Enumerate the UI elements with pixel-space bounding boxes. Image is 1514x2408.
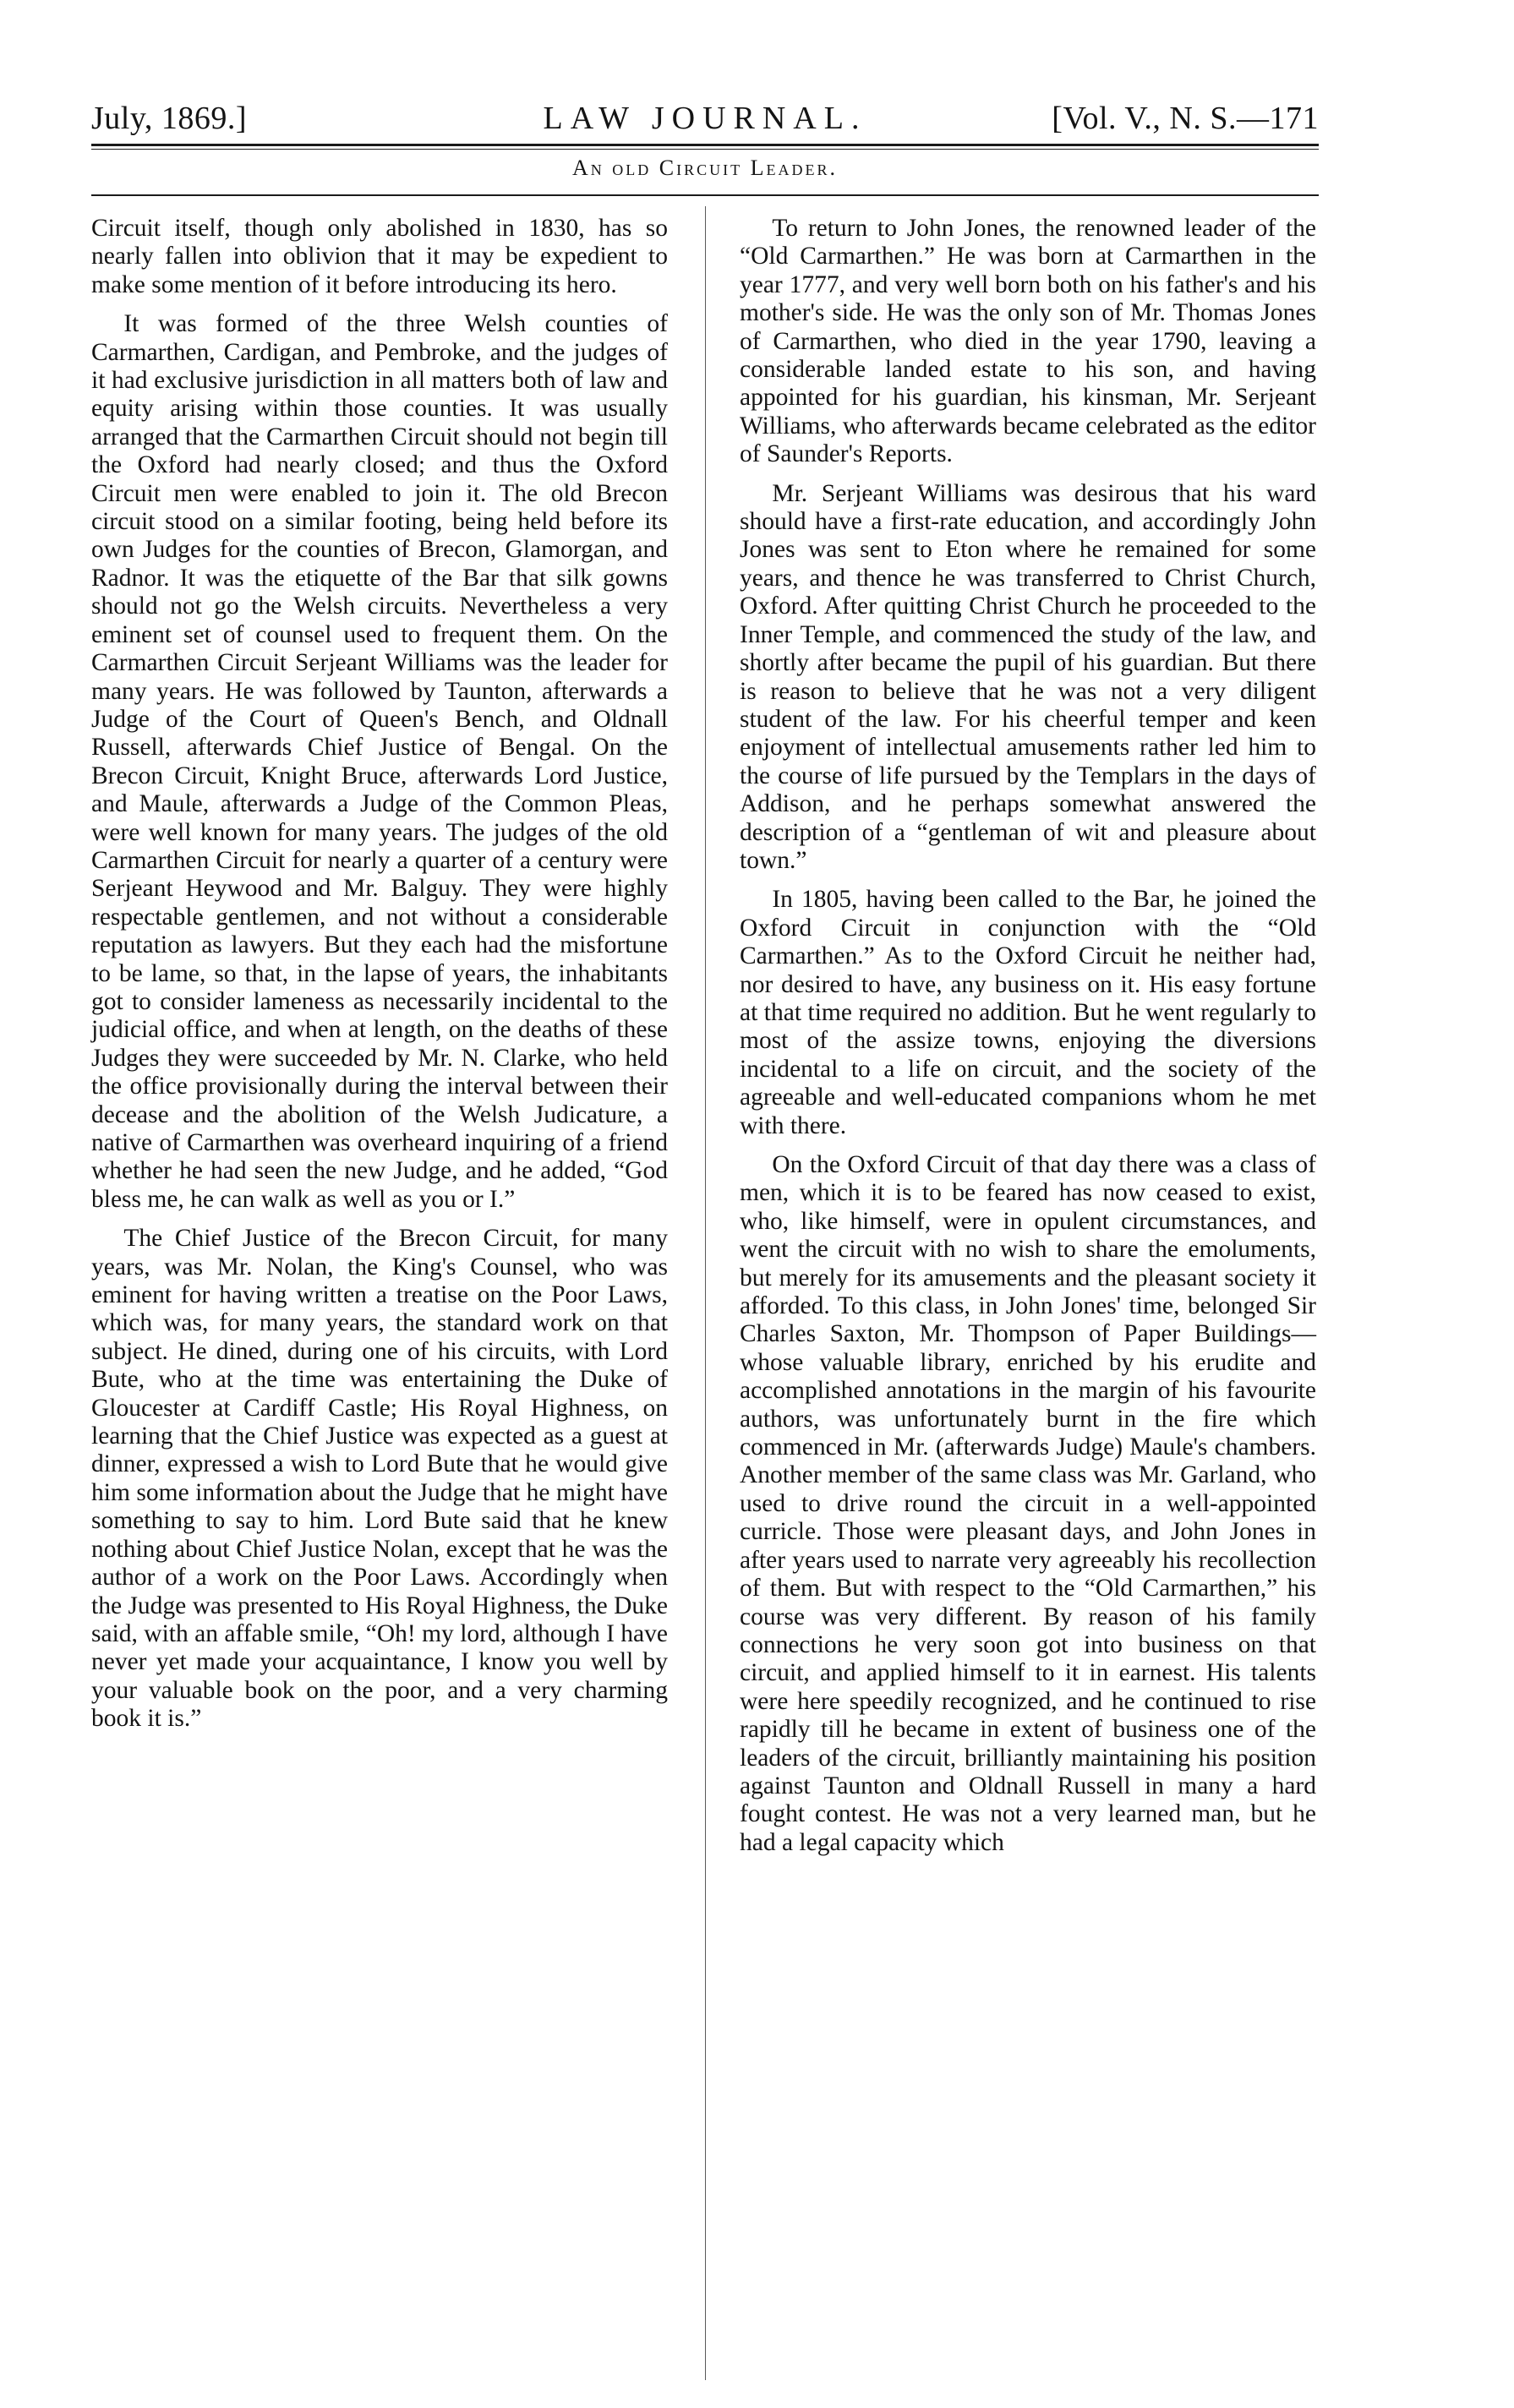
paragraph: Circuit itself, though only abolished in 1830, has so nearly fallen into oblivion that it may be expedient to make some mention of it before introducing its hero. xyxy=(91,215,668,298)
paragraph: On the Oxford Circuit of that day there was a class of men, which it is to be feared has now ceased to exist, who, like himself, were in opulent circumstances, and went the circuit with no wish to share the emoluments, but merely for its amusements and the pleasant society it afforded. To this class, in John Jones' time, belonged Sir Charles Saxton, Mr. Thompson of Paper Buildings—whose valuable library, enriched by his erudite and accomplished annotations in the margin of his favourite authors, was unfortunately burnt in the fire which commenced in Mr. (afterwards Judge) Maule's chambers. Another member of the same class was Mr. Garland, who used to drive round the circuit in a well-appointed curricle. Those were pleasant days, and John Jones in after years used to narrate very agreeably his recollection of them. But with respect to the “Old Carmarthen,” his course was very different. By reason of his family connections he very soon got into business on that circuit, and applied himself to it in earnest. His talents were here speedily recognized, and he continued to rise rapidly till he became in extent of business one of the leaders of the circuit, brilliantly maintaining his position against Taunton and Oldnall Russell in many a hard fought contest. He was not a very learned man, but he had a legal capacity which xyxy=(740,1151,1316,1856)
right-column xyxy=(740,215,1316,1868)
issue-date: July, 1869.] xyxy=(91,101,248,136)
header-rule-thin xyxy=(91,149,1319,150)
running-head: An old Circuit Leader. xyxy=(572,156,838,180)
paragraph: Mr. Serjeant Williams was desirous that his ward should have a first-rate education, and accordingly John Jones was sent to Eton where he remained for some years, and thence he was transferred to Christ Church, Oxford. After quitting Christ Church he proceeded to the Inner Temple, and commenced the study of the law, and shortly after became the pupil of his guardian. But there is reason to believe that he was not a very diligent student of the law. For his cheerful temper and keen enjoyment of intellectual amusements rather led him to the course of life pursued by the Templars in the days of Addison, and he perhaps somewhat answered the description of a “gentleman of wit and pleasure about town.” xyxy=(740,479,1316,874)
running-head-rule xyxy=(91,194,1319,196)
paragraph: To return to John Jones, the renowned leader of the “Old Carmarthen.” He was born at Carmarthen in the year 1777, and very well born both on his father's and his mother's side. He was the only son of Mr. Thomas Jones of Carmarthen, who died in the year 1790, leaving a considerable landed estate to his son, and having appointed for his guardian, his kinsman, Mr. Serjeant Williams, who afterwards became celebrated as the editor of Saunder's Reports. xyxy=(740,215,1316,468)
paragraph: In 1805, having been called to the Bar, he joined the Oxford Circuit in conjunction with the “Old Carmarthen.” As to the Oxford Circuit he neither had, nor desired to have, any business on it. His easy fortune at that time required no addition. But he went regularly to most of the assize towns, enjoying the diversions incidental to a life on circuit, and the society of the agreeable and well-educated companions whom he met with there. xyxy=(740,886,1316,1139)
journal-title: LAW JOURNAL. xyxy=(543,101,867,136)
paragraph: It was formed of the three Welsh counties of Carmarthen, Cardigan, and Pembroke, and the judges of it had exclusive jurisdiction in all matters both of law and equity arising within those counties. It was usually arranged that the Carmarthen Circuit should not begin till the Oxford had nearly closed; and thus the Oxford Circuit men were enabled to join it. The old Brecon circuit stood on a similar footing, being held before its own Judges for the counties of Brecon, Glamorgan, and Radnor. It was the etiquette of the Bar that silk gowns should not go the Welsh circuits. Nevertheless a very eminent set of counsel used to frequent them. On the Carmarthen Circuit Serjeant Williams was the leader for many years. He was followed by Taunton, afterwards a Judge of the Court of Queen's Bench, and Oldnall Russell, afterwards Chief Justice of Bengal. On the Brecon Circuit, Knight Bruce, afterwards Lord Justice, and Maule, afterwards a Judge of the Common Pleas, were well known for many years. The judges of the old Carmarthen Circuit for nearly a quarter of a century were Serjeant Heywood and Mr. Balguy. They were highly respectable gentlemen, and not without a considerable reputation as lawyers. But they each had the misfortune to be lame, so that, in the lapse of years, the inhabitants got to consider lameness as necessarily incidental to the judicial office, and when at length, on the deaths of these Judges they were succeeded by Mr. N. Clarke, who held the office provisionally during the interval between their decease and the abolition of the Welsh Judicature, a native of Carmarthen was overheard inquiring of a friend whether he had seen the new Judge, and he added, “God bless me, he can walk as well as you or I.” xyxy=(91,310,668,1213)
left-column xyxy=(91,215,668,1745)
volume-page-number: [Vol. V., N. S.—171 xyxy=(1052,101,1319,136)
page-header xyxy=(91,100,1319,142)
header-rule-thick xyxy=(91,144,1319,146)
paragraph: The Chief Justice of the Brecon Circuit, for many years, was Mr. Nolan, the King's Counsel, who was eminent for having written a treatise on the Poor Laws, which was, for many years, the standard work on that subject. He dined, during one of his circuits, with Lord Bute, who at the time was entertaining the Duke of Gloucester at Cardiff Castle; His Royal Highness, on learning that the Chief Justice was expected as a guest at dinner, expressed a wish to Lord Bute that he would give him some information about the Judge that he might have something to say to him. Lord Bute said that he knew nothing about Chief Justice Nolan, except that he was the author of a work on the Poor Laws. Accordingly when the Judge was presented to His Royal Highness, the Duke said, with an affable smile, “Oh! my lord, although I have never yet made your acquaintance, I know you well by your valuable book on the poor, and a very charming book it is.” xyxy=(91,1225,668,1733)
column-divider xyxy=(705,206,706,2380)
